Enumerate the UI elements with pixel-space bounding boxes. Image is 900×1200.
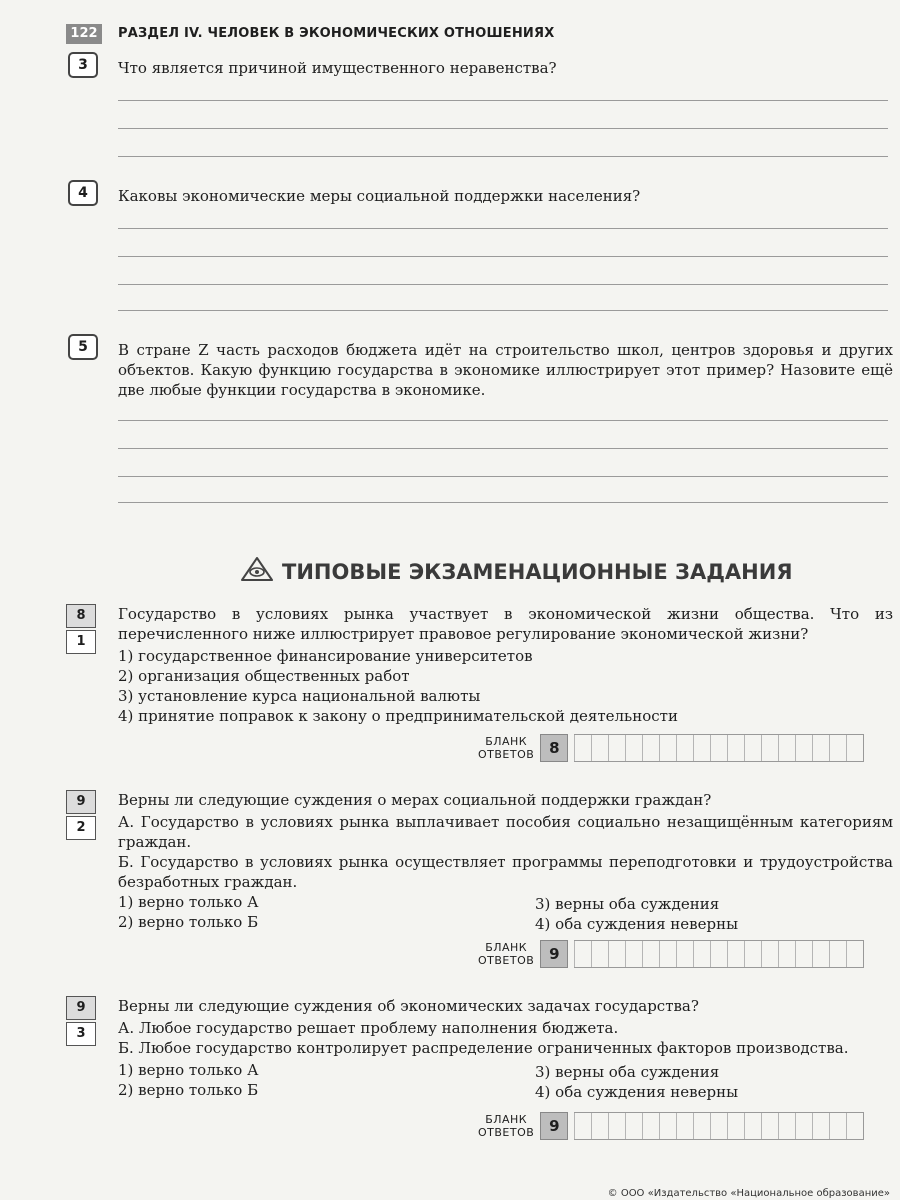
option-1: 1) верно только А [118, 893, 259, 911]
option-3: 3) верны оба суждения [535, 1063, 720, 1081]
answer-sheet-field [478, 940, 864, 968]
answer-line[interactable] [118, 310, 888, 311]
section-title [240, 556, 793, 587]
option-1: 1) верно только А [118, 1061, 259, 1079]
question-number-5: 5 [68, 334, 98, 360]
task-sub-number: 2 [66, 816, 96, 840]
task-sub-number: 1 [66, 630, 96, 654]
answer-sheet-number: 9 [540, 1112, 568, 1140]
question-number-3: 3 [68, 52, 98, 78]
question-text-3: Что является причиной имущественного неравенства? [118, 59, 557, 77]
task-code: 9 [66, 996, 96, 1020]
answer-sheet-number: 8 [540, 734, 568, 762]
answer-line[interactable] [118, 476, 888, 477]
answer-sheet-field [478, 734, 864, 762]
statement-b: Б. Любое государство контролирует распределение ограниченных факторов производства. [118, 1039, 849, 1057]
question-number-4: 4 [68, 180, 98, 206]
task-text: Верны ли следующие суждения о мерах социальной поддержки граждан? [118, 791, 712, 809]
task-sub-number: 3 [66, 1022, 96, 1046]
task-text: Верны ли следующие суждения об экономических задачах государства? [118, 997, 699, 1015]
answer-line[interactable] [118, 448, 888, 449]
option-3: 3) установление курса национальной валюты [118, 687, 481, 705]
question-text-5: В стране Z часть расходов бюджета идёт на строительство школ, центров здоровья и других объектов. Какую функцию государства в экономике иллюстрирует этот пример? Назовите ещё две любые функции государства в экономике. [118, 341, 893, 399]
option-2: 2) верно только Б [118, 913, 259, 931]
running-title: РАЗДЕЛ IV. ЧЕЛОВЕК В ЭКОНОМИЧЕСКИХ ОТНОШЕНИЯХ [118, 26, 555, 41]
statement-b: Б. Государство в условиях рынка осуществляет программы переподготовки и трудоустройства безработных граждан. [118, 853, 893, 891]
answer-cells[interactable] [574, 734, 864, 762]
task-code: 8 [66, 604, 96, 628]
option-4: 4) оба суждения неверны [535, 915, 739, 933]
answer-line[interactable] [118, 502, 888, 503]
option-2: 2) верно только Б [118, 1081, 259, 1099]
copyright: © ООО «Издательство «Национальное образование» [607, 1188, 890, 1199]
eye-badge-icon [240, 556, 274, 587]
option-4: 4) принятие поправок к закону о предпринимательской деятельности [118, 707, 678, 725]
answer-line[interactable] [118, 156, 888, 157]
question-text-4: Каковы экономические меры социальной поддержки населения? [118, 187, 641, 205]
page-number: 122 [66, 24, 102, 44]
answer-cells[interactable] [574, 940, 864, 968]
answer-line[interactable] [118, 100, 888, 101]
option-4: 4) оба суждения неверны [535, 1083, 739, 1101]
option-1: 1) государственное финансирование университетов [118, 647, 533, 665]
answer-cells[interactable] [574, 1112, 864, 1140]
section-title-text: ТИПОВЫЕ ЭКЗАМЕНАЦИОННЫЕ ЗАДАНИЯ [282, 559, 793, 584]
answer-line[interactable] [118, 128, 888, 129]
answer-sheet-label: БЛАНК ОТВЕТОВ [478, 735, 535, 761]
task-text: Государство в условиях рынка участвует в экономической жизни общества. Что из перечисленного ниже иллюстрирует правовое регулирование экономической жизни? [118, 605, 893, 643]
answer-sheet-number: 9 [540, 940, 568, 968]
answer-line[interactable] [118, 284, 888, 285]
answer-line[interactable] [118, 228, 888, 229]
answer-sheet-label: БЛАНК ОТВЕТОВ [478, 941, 535, 967]
statement-a: А. Государство в условиях рынка выплачивает пособия социально незащищённым категориям граждан. [118, 813, 893, 851]
option-2: 2) организация общественных работ [118, 667, 410, 685]
statement-a: А. Любое государство решает проблему наполнения бюджета. [118, 1019, 619, 1037]
answer-line[interactable] [118, 256, 888, 257]
task-code: 9 [66, 790, 96, 814]
answer-sheet-label: БЛАНК ОТВЕТОВ [478, 1113, 535, 1139]
option-3: 3) верны оба суждения [535, 895, 720, 913]
answer-sheet-field [478, 1112, 864, 1140]
answer-line[interactable] [118, 420, 888, 421]
